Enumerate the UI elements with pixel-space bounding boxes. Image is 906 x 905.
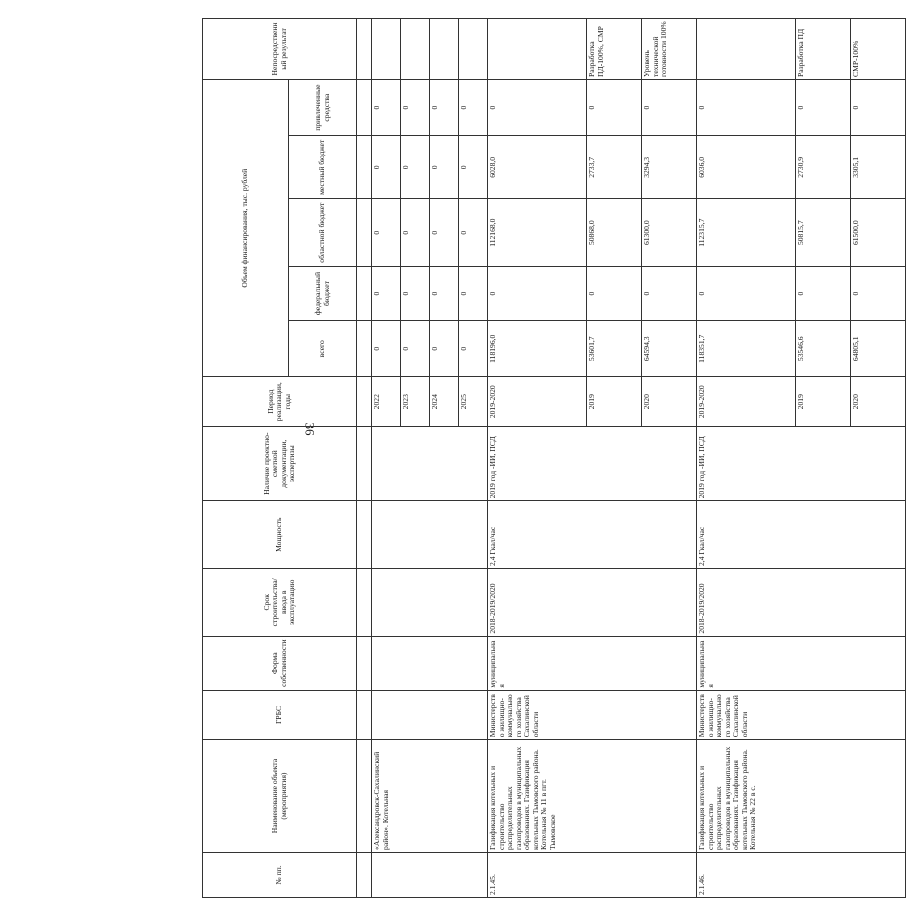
cell-num — [372, 852, 488, 897]
header-psd: Наличие проектно-сметной документации, экспертизы — [203, 427, 357, 501]
header-deadline: Срок строительства/ ввода в эксплуатацию — [203, 568, 357, 636]
cell-attracted: 0 — [430, 79, 459, 135]
cell-attracted: 0 — [697, 79, 796, 135]
cell-federal: 0 — [642, 267, 697, 321]
table-row — [372, 19, 401, 898]
cell-ownership — [372, 636, 488, 690]
cell-total: 0 — [372, 321, 401, 377]
cell-total: 0 — [430, 321, 459, 377]
cell-attracted: 0 — [851, 79, 906, 135]
header-grbs: ГРБС — [203, 690, 357, 740]
cell-local: 3294,3 — [642, 136, 697, 199]
cell-capacity: 2,4 Гкал/час — [697, 501, 906, 569]
cell-total: 64805,1 — [851, 321, 906, 377]
cell-total: 0 — [401, 321, 430, 377]
header-regional: областной бюджет — [289, 199, 357, 267]
cell-regional: 112315,7 — [697, 199, 796, 267]
header-total: всего — [289, 321, 357, 377]
cell-attracted: 0 — [401, 79, 430, 135]
cell-grbs: Министерство жилищно-коммунального хозяйства Сахалинской области — [697, 690, 906, 740]
header-funding-group: Объем финансирования, тыс. рублей — [203, 79, 289, 376]
header-local: местный бюджет — [289, 136, 357, 199]
cell-federal: 0 — [459, 267, 488, 321]
separator-row — [357, 19, 372, 898]
cell-local: 2733,7 — [587, 136, 642, 199]
cell-local: 6028,0 — [488, 136, 587, 199]
cell-attracted: 0 — [372, 79, 401, 135]
cell-name: «Александровск-Сахалинский район». Котельная — [372, 740, 488, 853]
cell-federal: 0 — [851, 267, 906, 321]
cell-grbs: Министерство жилищно-коммунального хозяйства Сахалинской области — [488, 690, 697, 740]
cell-total: 118351,7 — [697, 321, 796, 377]
cell-total: 0 — [459, 321, 488, 377]
cell-result — [459, 19, 488, 80]
cell-year: 2019 — [587, 377, 642, 427]
header-federal: федеральный бюджет — [289, 267, 357, 321]
cell-local: 6036,0 — [697, 136, 796, 199]
table-row — [488, 19, 587, 898]
cell-psd: 2019 год -ИИ, ПСД — [697, 427, 906, 501]
header-capacity: Мощность — [203, 501, 357, 569]
cell-result — [488, 19, 587, 80]
header-ownership: Форма собственности — [203, 636, 357, 690]
header-name: Наименование объекта (мероприятия) — [203, 740, 357, 853]
header-row-1 — [203, 19, 289, 898]
cell-result: Разработка ПД-100%, СМР — [587, 19, 642, 80]
cell-year: 2023 — [401, 377, 430, 427]
cell-result — [401, 19, 430, 80]
cell-result: СМР-100% — [851, 19, 906, 80]
header-result: Непосредственный результат — [203, 19, 357, 80]
cell-local: 2730,9 — [796, 136, 851, 199]
cell-regional: 112168,0 — [488, 199, 587, 267]
cell-ownership: муниципальная — [697, 636, 906, 690]
cell-federal: 0 — [796, 267, 851, 321]
cell-attracted: 0 — [796, 79, 851, 135]
header-period: Период реализации, годы — [203, 377, 357, 427]
cell-regional: 50868,0 — [587, 199, 642, 267]
cell-local: 0 — [401, 136, 430, 199]
cell-regional: 0 — [372, 199, 401, 267]
cell-regional: 50815,7 — [796, 199, 851, 267]
cell-deadline: 2018-2019/2020 — [488, 568, 697, 636]
cell-name: Газификация котельных и строительство распределительных газопроводов в муниципальных образованиях. Газификация котельных Тымовского района. Котельная № 11 в пгт. Тымовское — [488, 740, 697, 853]
cell-attracted: 0 — [642, 79, 697, 135]
cell-local: 0 — [430, 136, 459, 199]
cell-local: 0 — [372, 136, 401, 199]
cell-deadline: 2018-2019/2020 — [697, 568, 906, 636]
table-row — [697, 19, 796, 898]
cell-federal: 0 — [401, 267, 430, 321]
header-num: № пп. — [203, 852, 357, 897]
cell-num: 2.1.45. — [488, 852, 697, 897]
cell-year: 2020 — [851, 377, 906, 427]
header-attracted: привлеченные средства — [289, 79, 357, 135]
cell-federal: 0 — [430, 267, 459, 321]
cell-year: 2019 — [796, 377, 851, 427]
cell-total: 64594,3 — [642, 321, 697, 377]
cell-psd — [372, 427, 488, 501]
cell-result — [430, 19, 459, 80]
cell-federal: 0 — [697, 267, 796, 321]
cell-result — [372, 19, 401, 80]
cell-local: 0 — [459, 136, 488, 199]
cell-year: 2019-2020 — [488, 377, 587, 427]
cell-deadline — [372, 568, 488, 636]
cell-regional: 0 — [430, 199, 459, 267]
cell-attracted: 0 — [587, 79, 642, 135]
investment-table — [202, 18, 906, 898]
cell-result: Уровень технической готовности 100% — [642, 19, 697, 80]
cell-capacity: 2,4 Гкал/час — [488, 501, 697, 569]
cell-total: 53546,6 — [796, 321, 851, 377]
cell-year: 2022 — [372, 377, 401, 427]
cell-regional: 61300,0 — [642, 199, 697, 267]
cell-regional: 0 — [459, 199, 488, 267]
cell-total: 118196,0 — [488, 321, 587, 377]
cell-result — [697, 19, 796, 80]
cell-attracted: 0 — [488, 79, 587, 135]
cell-regional: 61500,0 — [851, 199, 906, 267]
cell-federal: 0 — [372, 267, 401, 321]
cell-year: 2019-2020 — [697, 377, 796, 427]
cell-result: Разработка ПД — [796, 19, 851, 80]
cell-total: 53601,7 — [587, 321, 642, 377]
cell-capacity — [372, 501, 488, 569]
cell-grbs — [372, 690, 488, 740]
cell-federal: 0 — [488, 267, 587, 321]
cell-num: 2.1.46. — [697, 852, 906, 897]
cell-psd: 2019 год -ИИ, ПСД — [488, 427, 697, 501]
cell-year: 2024 — [430, 377, 459, 427]
cell-federal: 0 — [587, 267, 642, 321]
cell-regional: 0 — [401, 199, 430, 267]
cell-name: Газификация котельных и строительство распределительных газопроводов в муниципальных образованиях. Газификация котельных Тымовского района. Котельная № 22 в с. — [697, 740, 906, 853]
rotated-table-wrapper — [202, 18, 860, 898]
cell-year: 2025 — [459, 377, 488, 427]
cell-year: 2020 — [642, 377, 697, 427]
cell-local: 3305,1 — [851, 136, 906, 199]
page-number: 36 — [302, 422, 318, 436]
cell-ownership: муниципальная — [488, 636, 697, 690]
cell-attracted: 0 — [459, 79, 488, 135]
